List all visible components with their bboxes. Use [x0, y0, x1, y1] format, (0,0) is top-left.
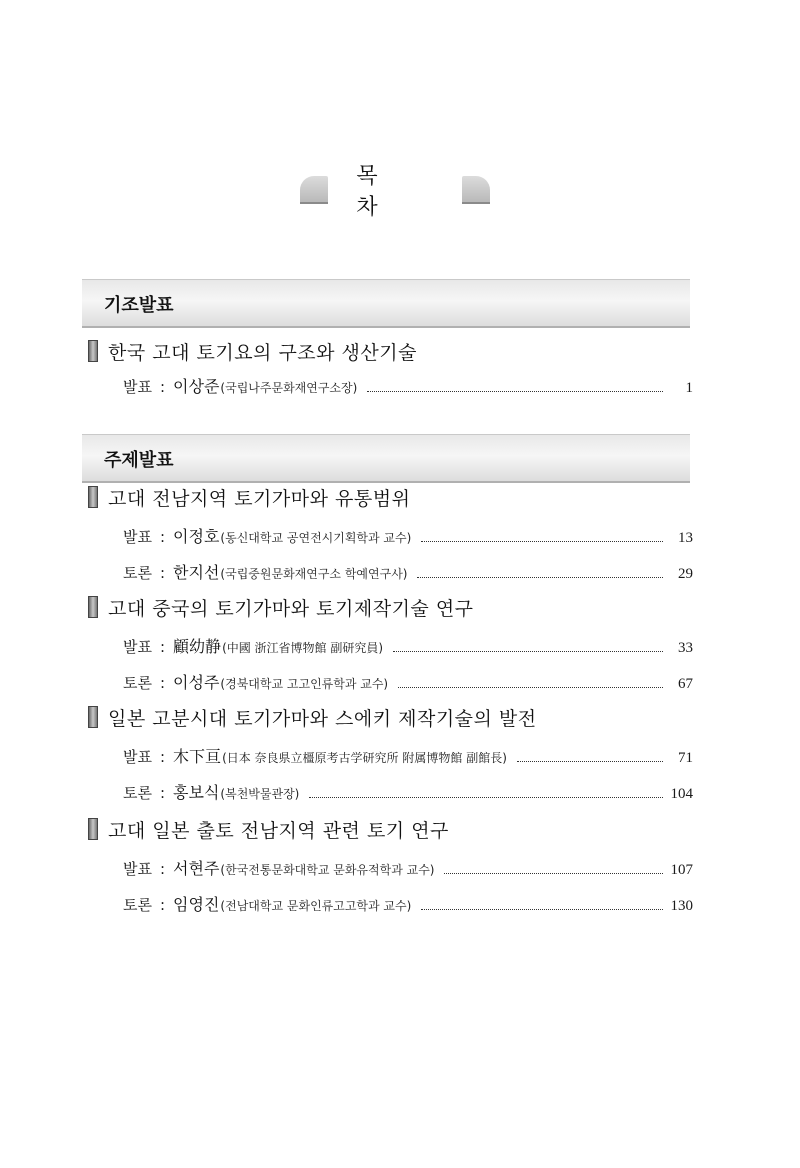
- dot-leader: [421, 908, 663, 910]
- entry-page-number: 67: [678, 676, 693, 692]
- toc-entry[interactable]: [123, 670, 693, 696]
- paper-title: 일본 고분시대 토기가마와 스에키 제작기술의 발전: [108, 707, 537, 730]
- bullet-marker-icon: [88, 340, 98, 362]
- entry-colon: :: [159, 784, 166, 802]
- entry-colon: :: [159, 860, 166, 878]
- entry-name: 이정호: [173, 527, 220, 546]
- entry-affiliation: (국립중원문화재연구소 학예연구사): [220, 567, 408, 581]
- entry-page-number: 130: [670, 898, 693, 914]
- entry-role: 토론: [123, 896, 152, 914]
- entry-colon: :: [159, 528, 166, 546]
- entry-colon: :: [159, 378, 166, 396]
- toc-entry[interactable]: [123, 856, 693, 882]
- entry-name: 顧幼静: [173, 637, 222, 656]
- toc-entry[interactable]: [123, 780, 693, 806]
- section-label: 주제발표: [104, 450, 174, 471]
- paper-heading: [88, 482, 410, 512]
- bullet-marker-icon: [88, 818, 98, 840]
- entry-name: 서현주: [173, 859, 220, 878]
- entry-affiliation: (한국전통문화대학교 문화유적학과 교수): [220, 863, 435, 877]
- entry-role: 토론: [123, 564, 152, 582]
- section-bar-keynote: [82, 279, 690, 328]
- entry-name: 한지선: [173, 563, 220, 582]
- entry-page-number: 33: [678, 640, 693, 656]
- entry-name: 이성주: [173, 673, 220, 692]
- paper-heading: [88, 814, 449, 844]
- toc-entry[interactable]: [123, 560, 693, 586]
- entry-name: 임영진: [173, 895, 220, 914]
- paper-title: 고대 중국의 토기가마와 토기제작기술 연구: [108, 597, 474, 620]
- entry-affiliation: (日本 奈良県立橿原考古学研究所 附属博物館 副館長): [222, 751, 507, 765]
- paper-heading: [88, 592, 474, 622]
- toc-entry[interactable]: [123, 634, 693, 660]
- entry-page-number: 71: [678, 750, 693, 766]
- entry-page-number: 1: [685, 380, 693, 396]
- paper-heading: [88, 702, 537, 732]
- bullet-marker-icon: [88, 706, 98, 728]
- entry-role: 발표: [123, 860, 152, 878]
- entry-page-number: 29: [678, 566, 693, 582]
- entry-colon: :: [159, 748, 166, 766]
- entry-role: 발표: [123, 378, 152, 396]
- entry-colon: :: [159, 896, 166, 914]
- title-tab-left-decoration: [300, 176, 328, 204]
- section-label: 기조발표: [104, 295, 174, 316]
- entry-affiliation: (동신대학교 공연전시기획학과 교수): [220, 531, 412, 545]
- entry-colon: :: [159, 638, 166, 656]
- entry-name: 홍보식: [173, 783, 220, 802]
- entry-role: 토론: [123, 784, 152, 802]
- bullet-marker-icon: [88, 596, 98, 618]
- section-bar-topics: [82, 434, 690, 483]
- entry-affiliation: (전남대학교 문화인류고고학과 교수): [220, 899, 412, 913]
- paper-title: 고대 전남지역 토기가마와 유통범위: [108, 487, 411, 510]
- bullet-marker-icon: [88, 486, 98, 508]
- dot-leader: [367, 390, 663, 392]
- toc-title-block: [300, 164, 490, 220]
- entry-role: 발표: [123, 748, 152, 766]
- dot-leader: [517, 760, 663, 762]
- toc-entry[interactable]: [123, 374, 693, 400]
- entry-colon: :: [159, 564, 166, 582]
- paper-title: 한국 고대 토기요의 구조와 생산기술: [108, 341, 417, 364]
- page-title: 목 차: [356, 164, 406, 220]
- dot-leader: [417, 576, 663, 578]
- entry-page-number: 13: [678, 530, 693, 546]
- entry-name: 木下亘: [173, 747, 222, 766]
- entry-page-number: 104: [670, 786, 693, 802]
- toc-entry[interactable]: [123, 892, 693, 918]
- dot-leader: [444, 872, 663, 874]
- paper-title: 고대 일본 출토 전남지역 관련 토기 연구: [108, 819, 449, 842]
- entry-role: 발표: [123, 528, 152, 546]
- dot-leader: [398, 686, 663, 688]
- entry-affiliation: (中國 浙江省博物館 副研究員): [222, 641, 384, 655]
- entry-name: 이상준: [173, 377, 220, 396]
- entry-affiliation: (복천박물관장): [220, 787, 300, 801]
- toc-entry[interactable]: [123, 744, 693, 770]
- dot-leader: [309, 796, 663, 798]
- dot-leader: [393, 650, 663, 652]
- entry-role: 발표: [123, 638, 152, 656]
- paper-heading: [88, 336, 417, 366]
- entry-colon: :: [159, 674, 166, 692]
- entry-affiliation: (국립나주문화재연구소장): [220, 381, 358, 395]
- title-tab-right-decoration: [462, 176, 490, 204]
- toc-entry[interactable]: [123, 524, 693, 550]
- entry-role: 토론: [123, 674, 152, 692]
- entry-affiliation: (경북대학교 고고인류학과 교수): [220, 677, 389, 691]
- entry-page-number: 107: [670, 862, 693, 878]
- dot-leader: [421, 540, 663, 542]
